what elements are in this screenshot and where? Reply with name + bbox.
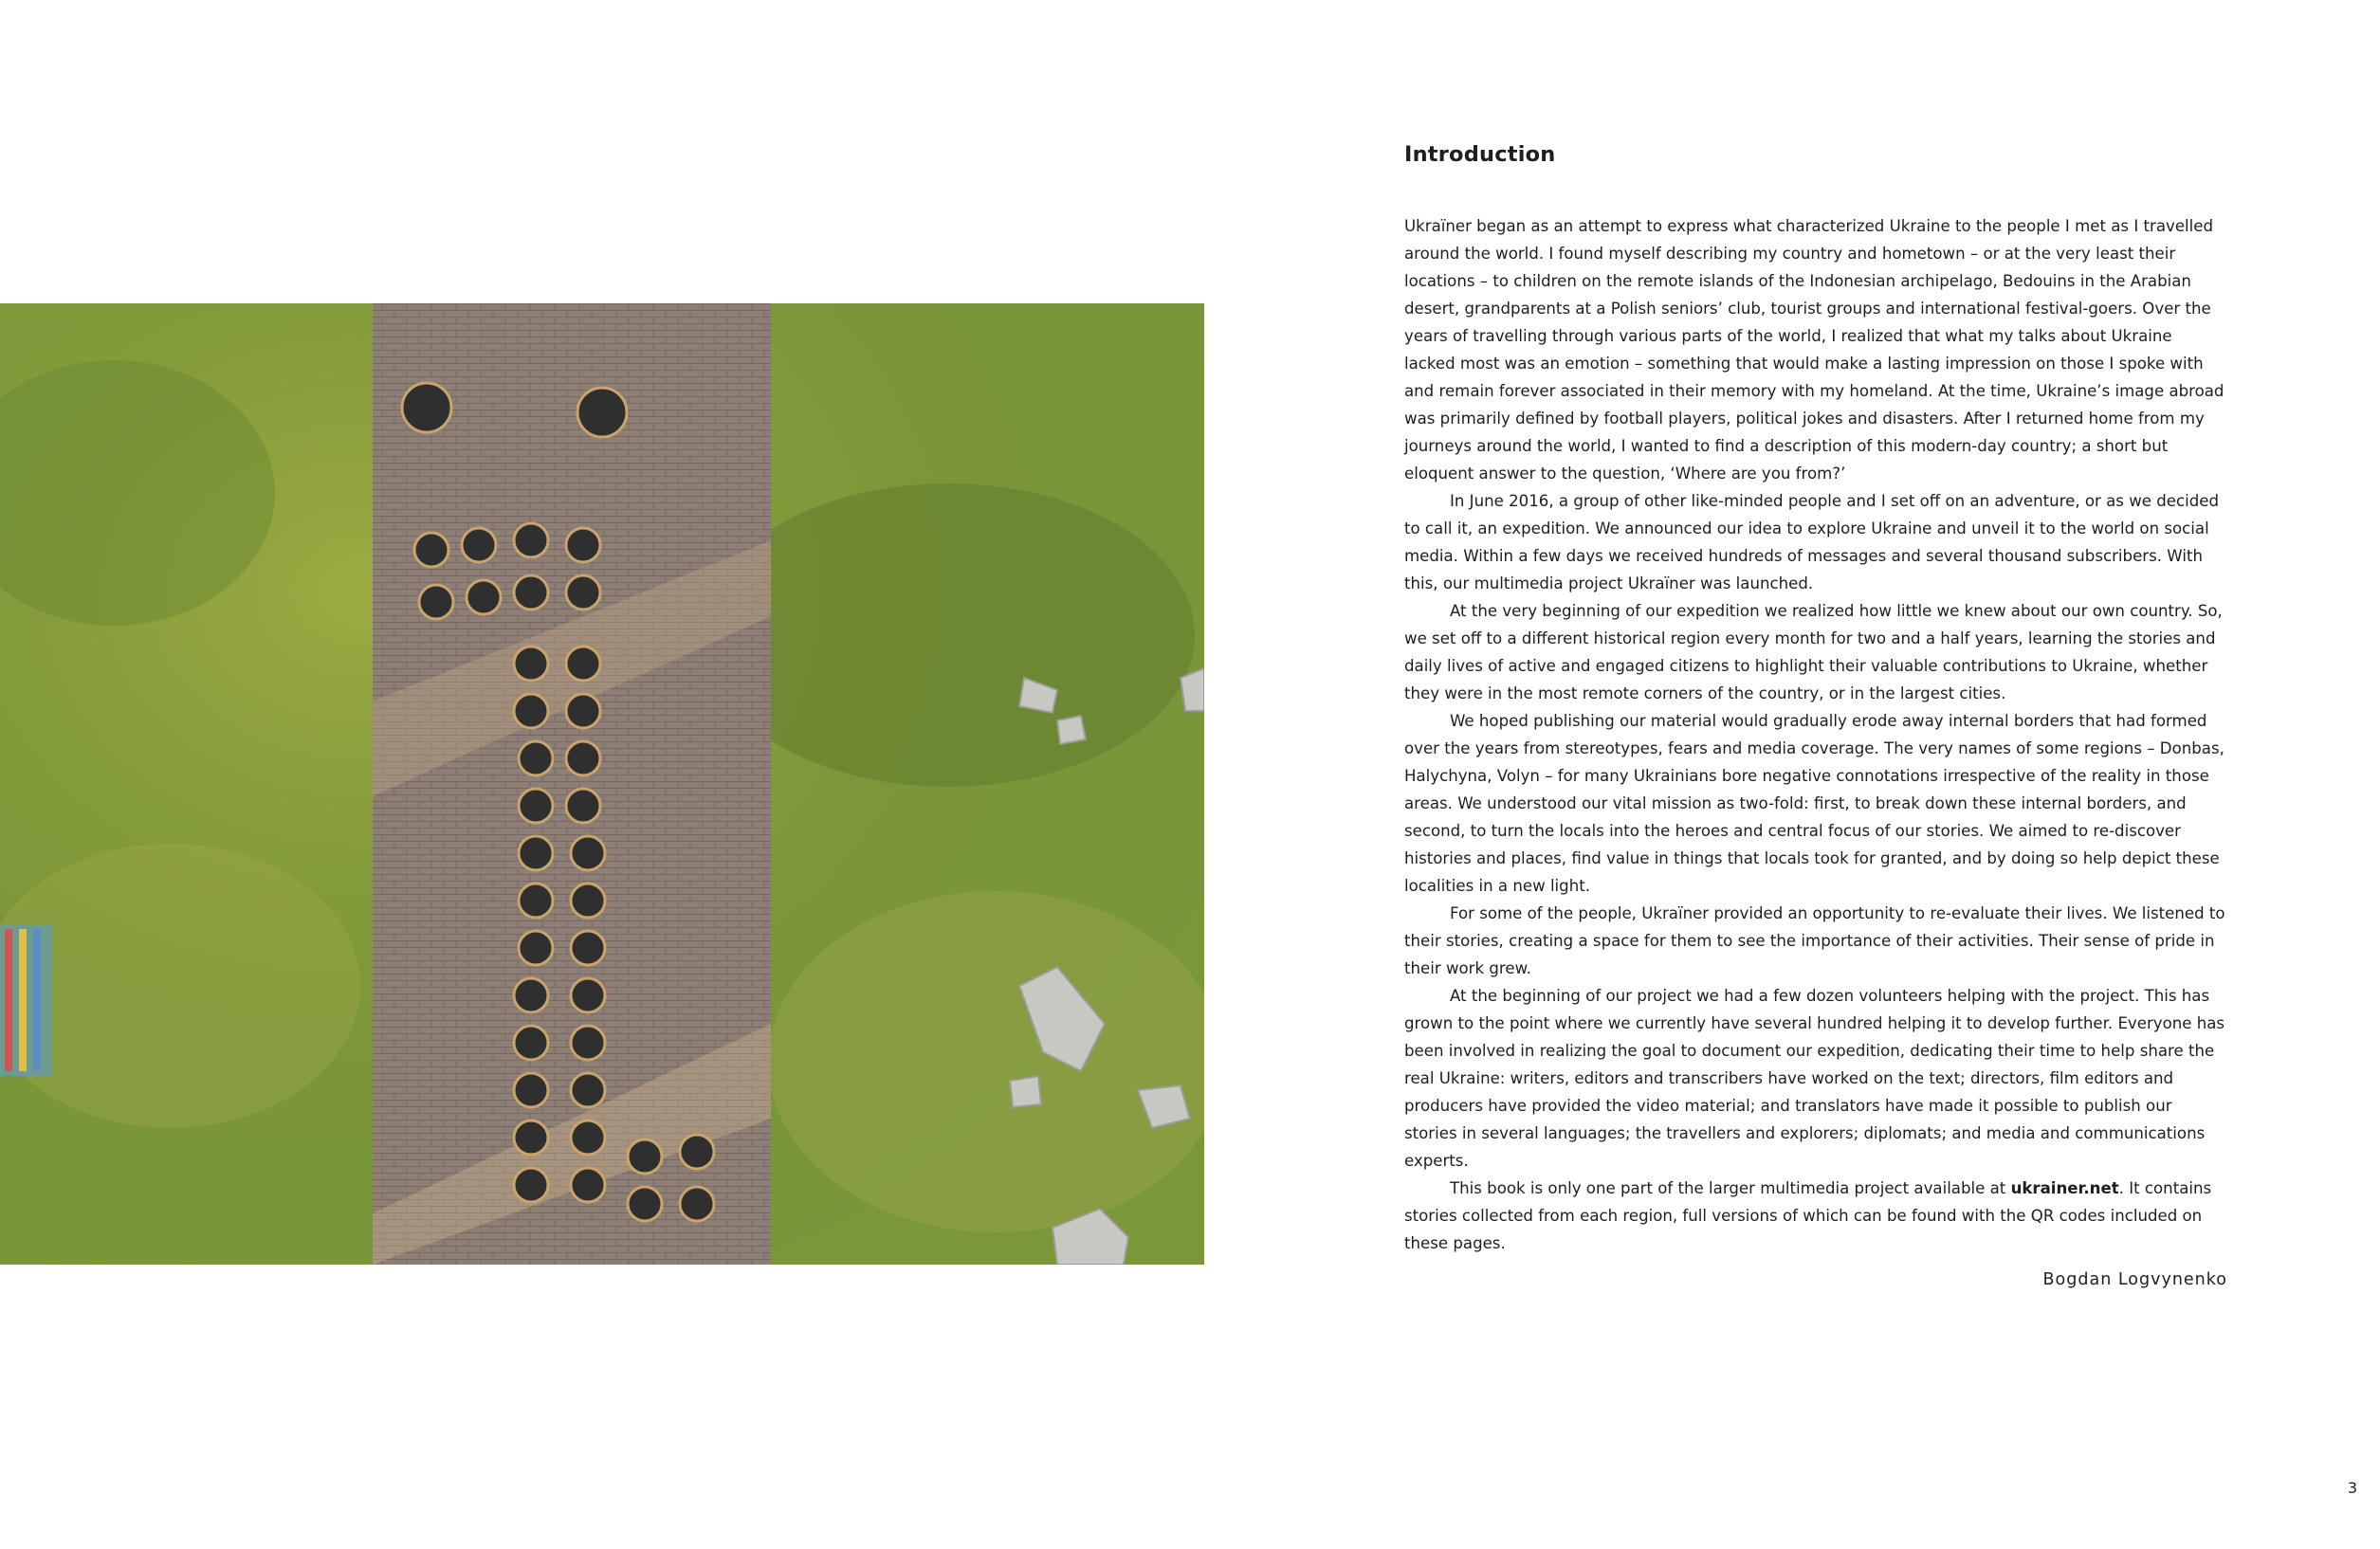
paragraph-text: . It contains stories collected from each region, full versions of which can be found with the QR codes included on these pages. bbox=[1404, 1179, 2212, 1252]
aerial-photo bbox=[0, 303, 1204, 1265]
aerial-photo-image bbox=[0, 303, 1204, 1265]
body-text bbox=[1404, 212, 2227, 1257]
introduction-section bbox=[1404, 133, 2227, 1289]
paragraph: At the beginning of our project we had a few dozen volunteers helping with the project. This has grown to the point where we currently have several hundred helping it to develop further. Everyone has been involved in realizing the goal to document our expedition, dedicating their time to help share the real Ukraine: writers, editors and transcribers have worked on the text; directors, film editors and producers have provided the video material; and translators have made it possible to publish our stories in several languages; the travellers and explorers; diplomats; and media and communications experts. bbox=[1404, 987, 2225, 1170]
page-number: 3 bbox=[2347, 1479, 2357, 1497]
paragraph: At the very beginning of our expedition we realized how little we knew about our own country. So, we set off to a different historical region every month for two and a half years, learning the stories and daily lives of active and engaged citizens to highlight their valuable contributions to Ukraine, whether they were in the most remote corners of the country, or in the largest cities. bbox=[1404, 602, 2223, 702]
paragraph: Ukraïner began as an attempt to express what characterized Ukraine to the people I met as I travelled around the world. I found myself describing my country and hometown – or at the very least their locations – to children on the remote islands of the Indonesian archipelago, Bedouins in the Arabian desert, grandparents at a Polish seniors’ club, tourist groups and international festival-goers. Over the years of travelling through various parts of the world, I realized that what my talks about Ukraine lacked most was an emotion – something that would make a lasting impression on those I spoke with and remain forever associated in their memory with my homeland. At the time, Ukraine’s image abroad was primarily defined by football players, political jokes and disasters. After I returned home from my journeys around the world, I wanted to find a description of this modern-day country; a short but eloquent answer to the question, ‘Where are you from?’ bbox=[1404, 217, 2224, 483]
paragraph: For some of the people, Ukraïner provided an opportunity to re-evaluate their lives. We listened to their stories, creating a space for them to see the importance of their activities. Their sense of pride in their work grew. bbox=[1404, 904, 2225, 977]
paragraph: In June 2016, a group of other like-minded people and I set off on an adventure, or as we decided to call it, an expedition. We announced our idea to explore Ukraine and unveil it to the world on social media. Within a few days we received hundreds of messages and several thousand subscribers. With this, our multimedia project Ukraïner was launched. bbox=[1404, 492, 2220, 592]
author-signature: Bogdan Logvynenko bbox=[2042, 1270, 2227, 1289]
paragraph-last bbox=[1404, 1175, 2227, 1257]
paragraph: We hoped publishing our material would gradually erode away internal borders that had formed over the years from stereotypes, fears and media coverage. The very names of some regions – Donbas, Halychyna, Volyn – for many Ukrainians bore negative connotations irrespective of the reality in those areas. We understood our vital mission as two-fold: first, to break down these internal borders, and second, to turn the locals into the heroes and central focus of our stories. We aimed to re-discover histories and places, find value in things that locals took for granted, and by doing so help depict these localities in a new light. bbox=[1404, 712, 2224, 895]
page-title: Introduction bbox=[1404, 142, 1556, 167]
paragraph-text: This book is only one part of the larger multimedia project available at bbox=[1450, 1179, 2011, 1197]
website-link[interactable]: ukrainer.net bbox=[2010, 1179, 2119, 1197]
